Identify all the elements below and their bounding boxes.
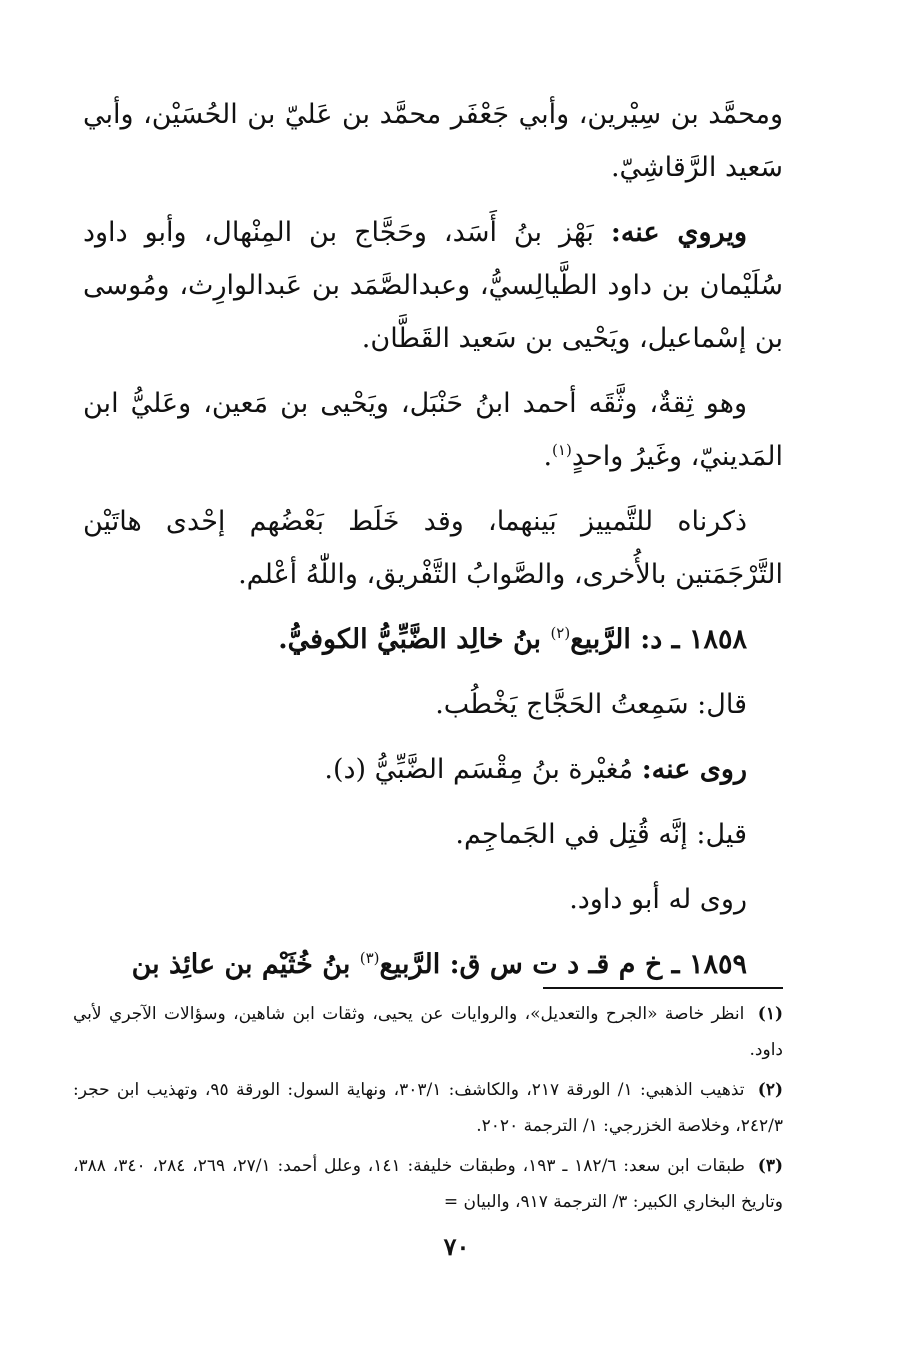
entry-1858-narrators [83,743,783,796]
entry-lead: روى عنه: [641,754,747,785]
entry-1858-reported [83,873,783,926]
paragraph-students [83,206,783,365]
entry-name-rest: بنُ خالِد الضَّبِّيُّ الكوفيُّ. [278,624,551,655]
footnote-number: (٢) [757,1080,783,1100]
footnote-mark[interactable]: (١) [552,441,572,459]
footnote-number: (١) [757,1004,783,1024]
footnotes [73,996,783,1224]
entry-1858-killed [83,808,783,861]
paragraph-reliability [83,377,783,483]
entry-1858-said [83,678,783,731]
entry-name-rest: بنُ خُثَيْم بن عائِذ بن [131,949,360,980]
entry-1858-heading [83,613,783,666]
footnote-divider [543,987,783,989]
paragraph-distinction [83,495,783,601]
paragraph-text: وهو ثِقةٌ، وثَّقَه أحمد ابنُ حَنْبَل، ويَحْيى بن مَعين، وعَليُّ ابن المَدينيّ، وغَيرُ واحدٍ [83,388,783,472]
entry-1859-heading [83,938,783,991]
entry-name: الرَّبيع [570,624,641,655]
entry-line: روى له أبو داود. [569,884,747,915]
paragraph-end: . [543,441,553,472]
footnote-text: تذهيب الذهبي: ١/ الورقة ٢١٧، والكاشف: ٣٠٣/١، ونهاية السول: الورقة ٩٥، وتهذيب ابن حجر: ٢٤٢/٣، وخلاصة الخزرجي: ١/ الترجمة ٢٠٢٠. [73,1080,783,1136]
footnote-text: انظر خاصة «الجرح والتعديل»، والروايات عن يحيى، وثقات ابن شاهين، وسؤالات الآجري لأبي داود. [73,1004,783,1060]
paragraph-text: بَهْز بنُ أَسَد، وحَجَّاج بن المِنْهال، وأبو داود سُلَيْمان بن داود الطَّيالِسيُّ، وعبدالصَّمَد بن عَبدالوارِث، ومُوسى بن إسْماعيل، ويَحْيى بن سَعيد القَطَّان. [83,217,783,354]
footnote-text: طبقات ابن سعد: ١٨٢/٦ ـ ١٩٣، وطبقات خليفة: ١٤١، وعلل أحمد: ٢٧/١، ٢٦٩، ٢٨٤، ٣٤٠، ٣٨٨، وتاريخ البخاري الكبير: ٣/ الترجمة ٩١٧، والبيان = [73,1156,783,1212]
page-number: ٧٠ [443,1232,470,1261]
paragraph-teachers [83,88,783,194]
paragraph-text: ومحمَّد بن سِيْرين، وأبي جَعْفَر محمَّد بن عَليّ بن الحُسَيْن، وأبي سَعيد الرَّقاشِيّ. [83,99,783,183]
paragraph-lead: ويروي عنه: [610,217,747,248]
footnote-1 [73,996,783,1068]
footnote-mark[interactable]: (٢) [550,624,571,642]
entry-number: ١٨٥٩ ـ خ م قـ د ت س ق: [449,949,747,980]
footnote-number: (٣) [757,1156,784,1176]
entry-number: ١٨٥٨ ـ د: [640,624,747,655]
footnote-2 [73,1072,783,1144]
footnote-mark[interactable]: (٣) [359,949,380,967]
footnote-3 [73,1148,783,1220]
main-text [83,88,783,1003]
entry-name: الرَّبيع [379,949,450,980]
entry-line: قيل: إنَّه قُتِل في الجَماجِم. [455,819,747,850]
entry-line: قال: سَمِعتُ الحَجَّاج يَخْطُب. [435,689,747,720]
entry-line: مُغيْرة بنُ مِقْسَم الضَّبِّيُّ (د). [324,754,642,785]
paragraph-text: ذكرناه للتَّمييز بَينهما، وقد خَلَط بَعْضُهم إحْدى هاتَيْن التَّرْجَمَتين بالأُخرى، والصَّوابُ التَّفْريق، واللّٰهُ أعْلم. [83,506,783,590]
